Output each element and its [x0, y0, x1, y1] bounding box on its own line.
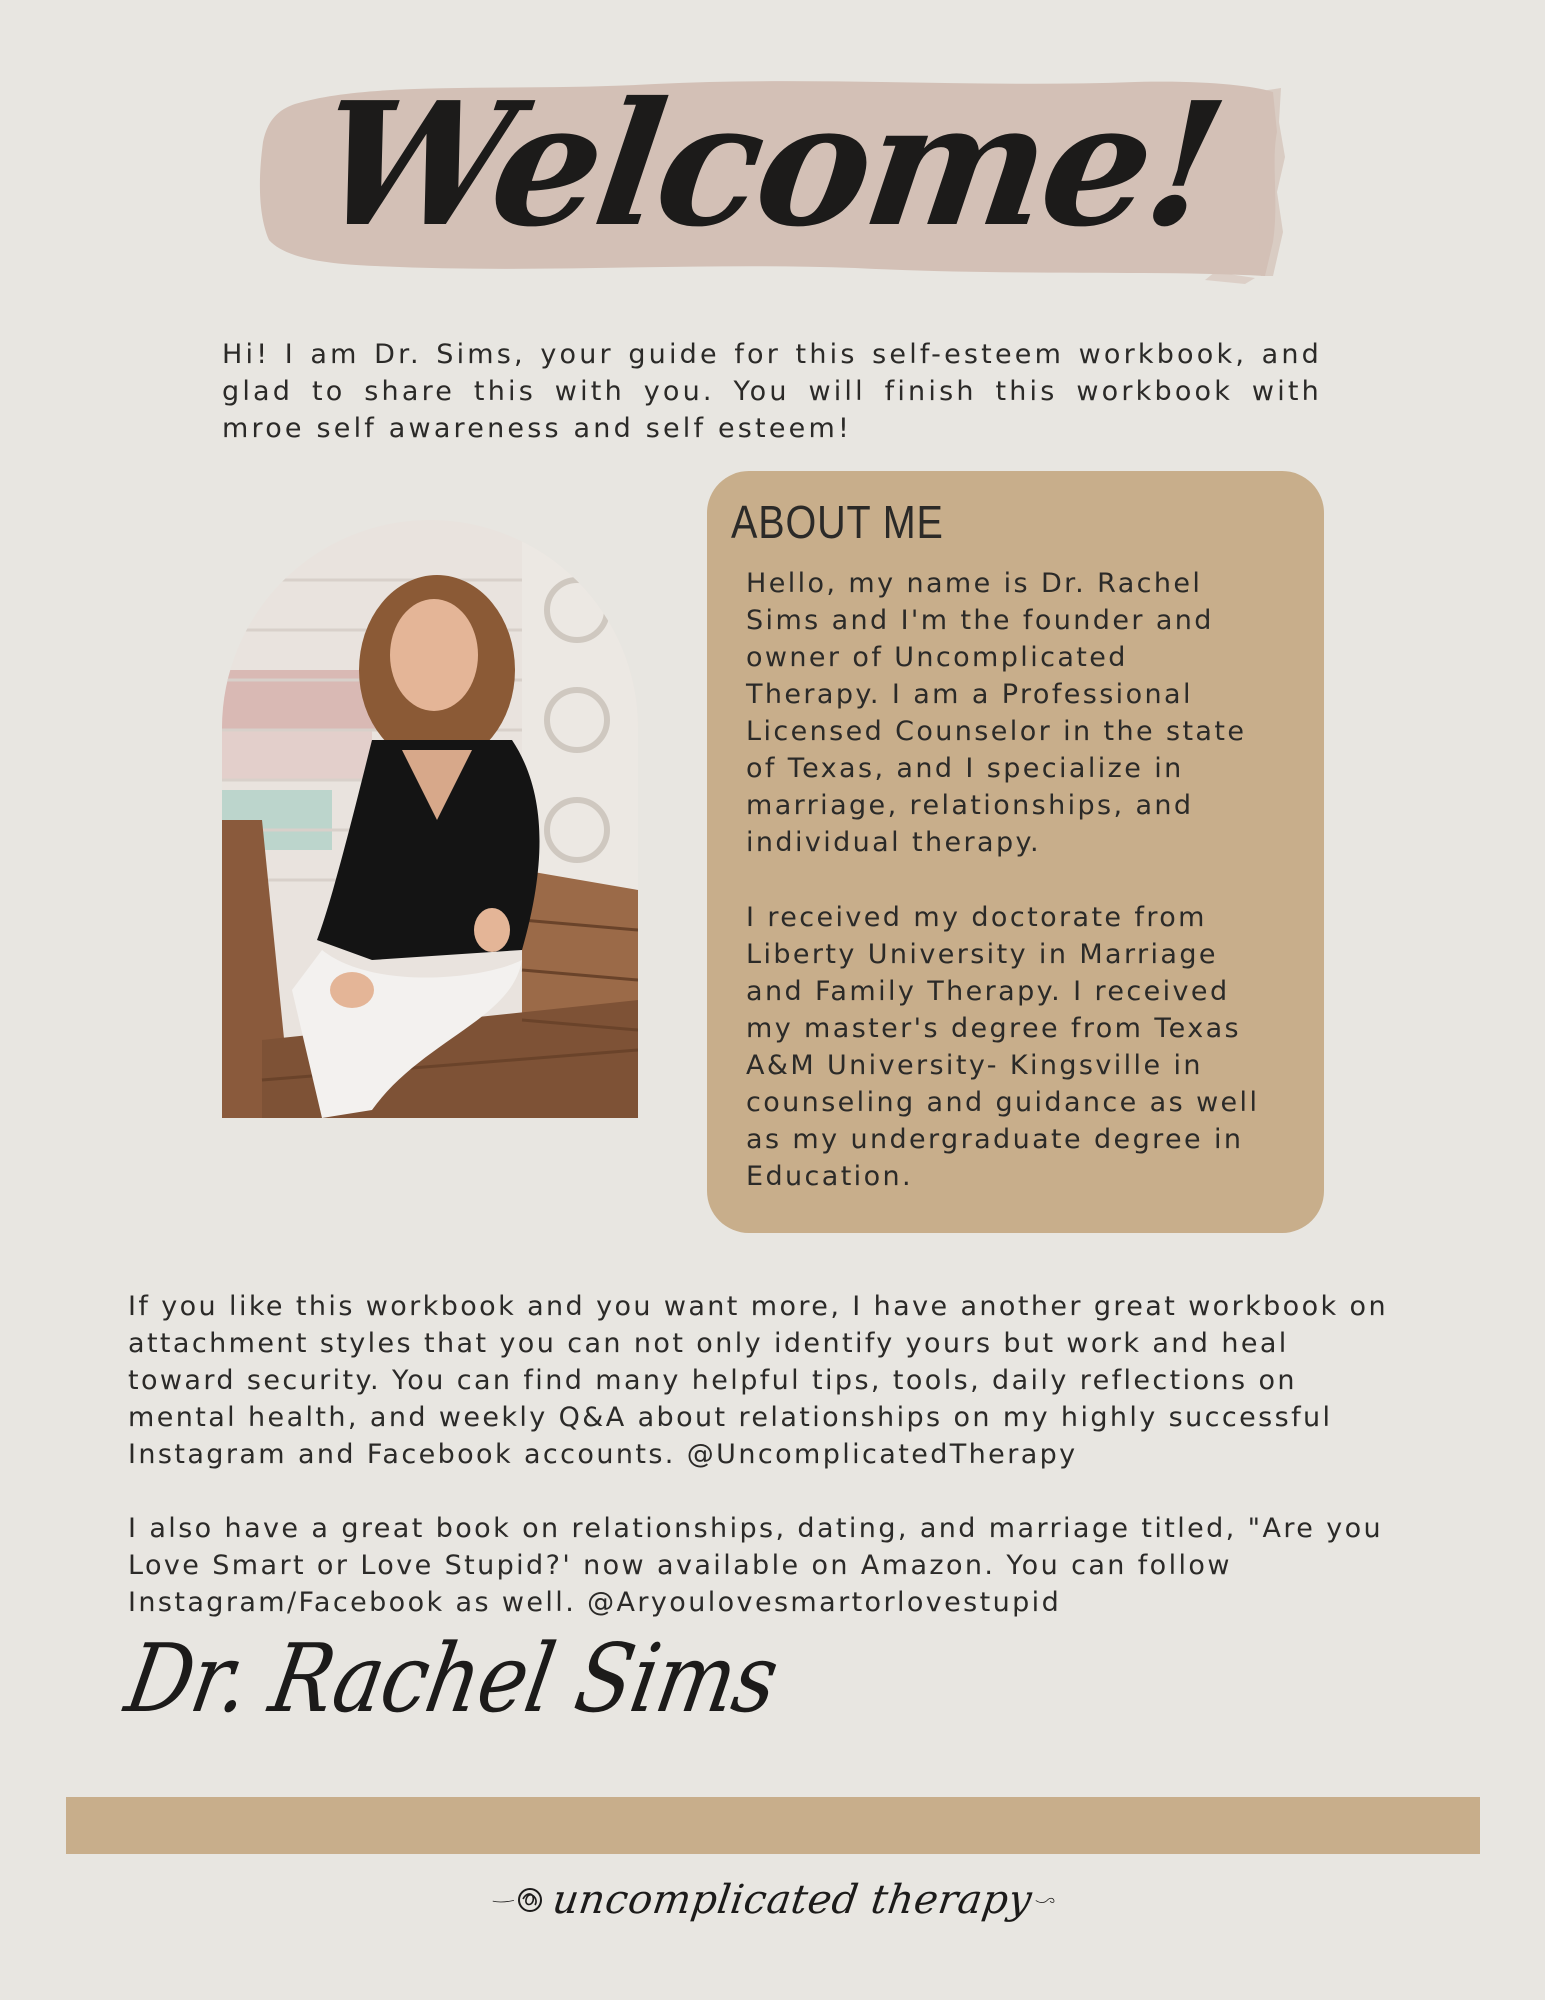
portrait-photo: [222, 520, 638, 1118]
about-me-heading: ABOUT ME: [731, 496, 944, 548]
logo-swash-right-icon: [1035, 1885, 1058, 1915]
logo-swash-left-icon: [492, 1885, 515, 1915]
intro-text: Hi! I am Dr. Sims, your guide for this self-esteem workbook, and glad to share this with you. You will finish this workbook with mroe self awareness and self esteem!: [222, 339, 1322, 444]
workbook-promo-text: If you like this workbook and you want more, I have another great workbook on attachment styles that you can not only identify yours but work and heal toward security. You can find many helpful tips, tools, daily reflections on mental health, and weekly Q&A about relationships on my highly successful Instagram and Facebook accounts. @UncomplicatedTherapy: [128, 1291, 1388, 1470]
about-me-card: [707, 471, 1324, 1233]
about-paragraph-intro: Hello, my name is Dr. Rachel Sims and I'm the founder and owner of Uncomplicated Therapy. I am a Professional Licensed Counselor in the state of Texas, and I specialize in marriage, relationships, and individual therapy.: [746, 568, 1247, 858]
welcome-title: Welcome!: [307, 65, 1233, 265]
footer-logo: [488, 1870, 1058, 1930]
scribble-logo-icon: [515, 1885, 545, 1915]
book-promo-text: I also have a great book on relationships, dating, and marriage titled, "Are you Love Smart or Love Stupid?' now available on Amazon. You can follow Instagram/Facebook as well. @Aryoulovesmartorlovestupid: [128, 1513, 1384, 1618]
footer-band: [66, 1797, 1480, 1854]
footer-brand-text: uncomplicated therapy: [549, 1877, 1035, 1923]
signature: Dr. Rachel Sims: [118, 1624, 786, 1735]
about-paragraph-education: I received my doctorate from Liberty University in Marriage and Family Therapy. I received my master's degree from Texas A&M University- Kingsville in counseling and guidance as well as my undergraduate degree in Education.: [746, 902, 1260, 1192]
